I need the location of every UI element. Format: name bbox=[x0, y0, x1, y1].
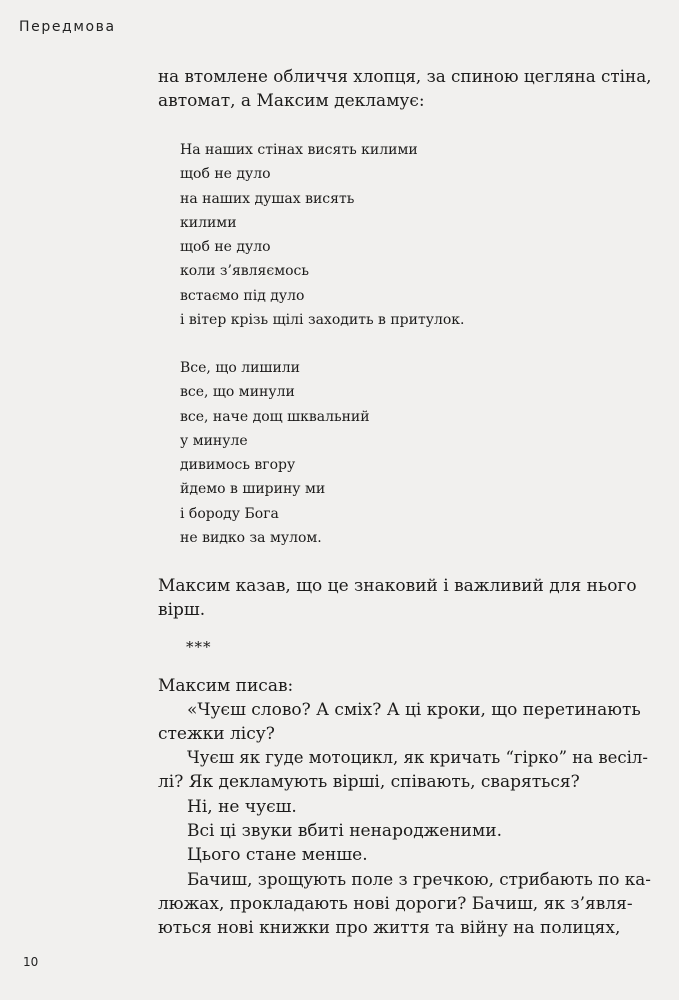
intro-line-1: на втомлене обличчя хлопця, за спиною цегляна стіна, bbox=[158, 66, 652, 86]
poem-line: встаємо під дуло bbox=[180, 287, 305, 304]
letter-line: стежки лісу? bbox=[158, 724, 275, 744]
poem-line: все, наче дощ шквальний bbox=[180, 408, 370, 425]
poem-line: коли з’являємось bbox=[180, 263, 310, 280]
poem-stanza-1 bbox=[180, 138, 464, 332]
intro-line-2: автомат, а Максим декламує: bbox=[158, 91, 425, 111]
comment-line-2: вірш. bbox=[158, 600, 206, 620]
running-header: Передмова bbox=[19, 19, 116, 35]
letter-line: лі? Як декламують вірші, співають, сваряться? bbox=[158, 772, 580, 792]
comment-line-1: Максим казав, що це знаковий і важливий для нього bbox=[158, 576, 637, 596]
letter-line: Ні, не чуєш. bbox=[187, 797, 297, 817]
poem-line: все, що минули bbox=[180, 384, 295, 401]
poem-line: Все, що лишили bbox=[180, 360, 301, 376]
poem-line: дивимось вгору bbox=[180, 457, 296, 474]
letter-line: Цього стане менше. bbox=[187, 845, 368, 865]
poem-line: йдемо в ширину ми bbox=[180, 481, 326, 498]
poem-line: щоб не дуло bbox=[180, 239, 271, 256]
letter-line: люжах, прокладають нові дороги? Бачиш, як з’явля- bbox=[158, 894, 633, 914]
poem-stanza-2 bbox=[180, 356, 370, 550]
page-number: 10 bbox=[23, 955, 39, 969]
letter-line: Всі ці звуки вбиті ненародженими. bbox=[187, 821, 502, 841]
poem-line: і бороду Бога bbox=[180, 505, 279, 522]
poem-line: у минуле bbox=[180, 432, 248, 449]
section-separator: *** bbox=[186, 638, 212, 656]
letter-line: «Чуєш слово? А сміх? А ці кроки, що перетинають bbox=[187, 700, 641, 720]
letter-line: Чуєш як гуде мотоцикл, як кричать “гірко” на весіл- bbox=[187, 748, 648, 767]
letter-line: Бачиш, зрощують поле з гречкою, стрибають по ка- bbox=[187, 869, 651, 889]
poem-line: щоб не дуло bbox=[180, 166, 271, 183]
poem-line: килими bbox=[180, 214, 237, 231]
poem-line: не видко за мулом. bbox=[180, 530, 322, 547]
letter-intro: Максим писав: bbox=[158, 676, 294, 696]
poem-line: і вітер крізь щілі заходить в притулок. bbox=[180, 312, 465, 329]
poem-line: На наших стінах висять килими bbox=[180, 142, 418, 158]
letter-line: ються нові книжки про життя та війну на полицях, bbox=[158, 918, 621, 938]
poem-line: на наших душах висять bbox=[180, 190, 355, 207]
